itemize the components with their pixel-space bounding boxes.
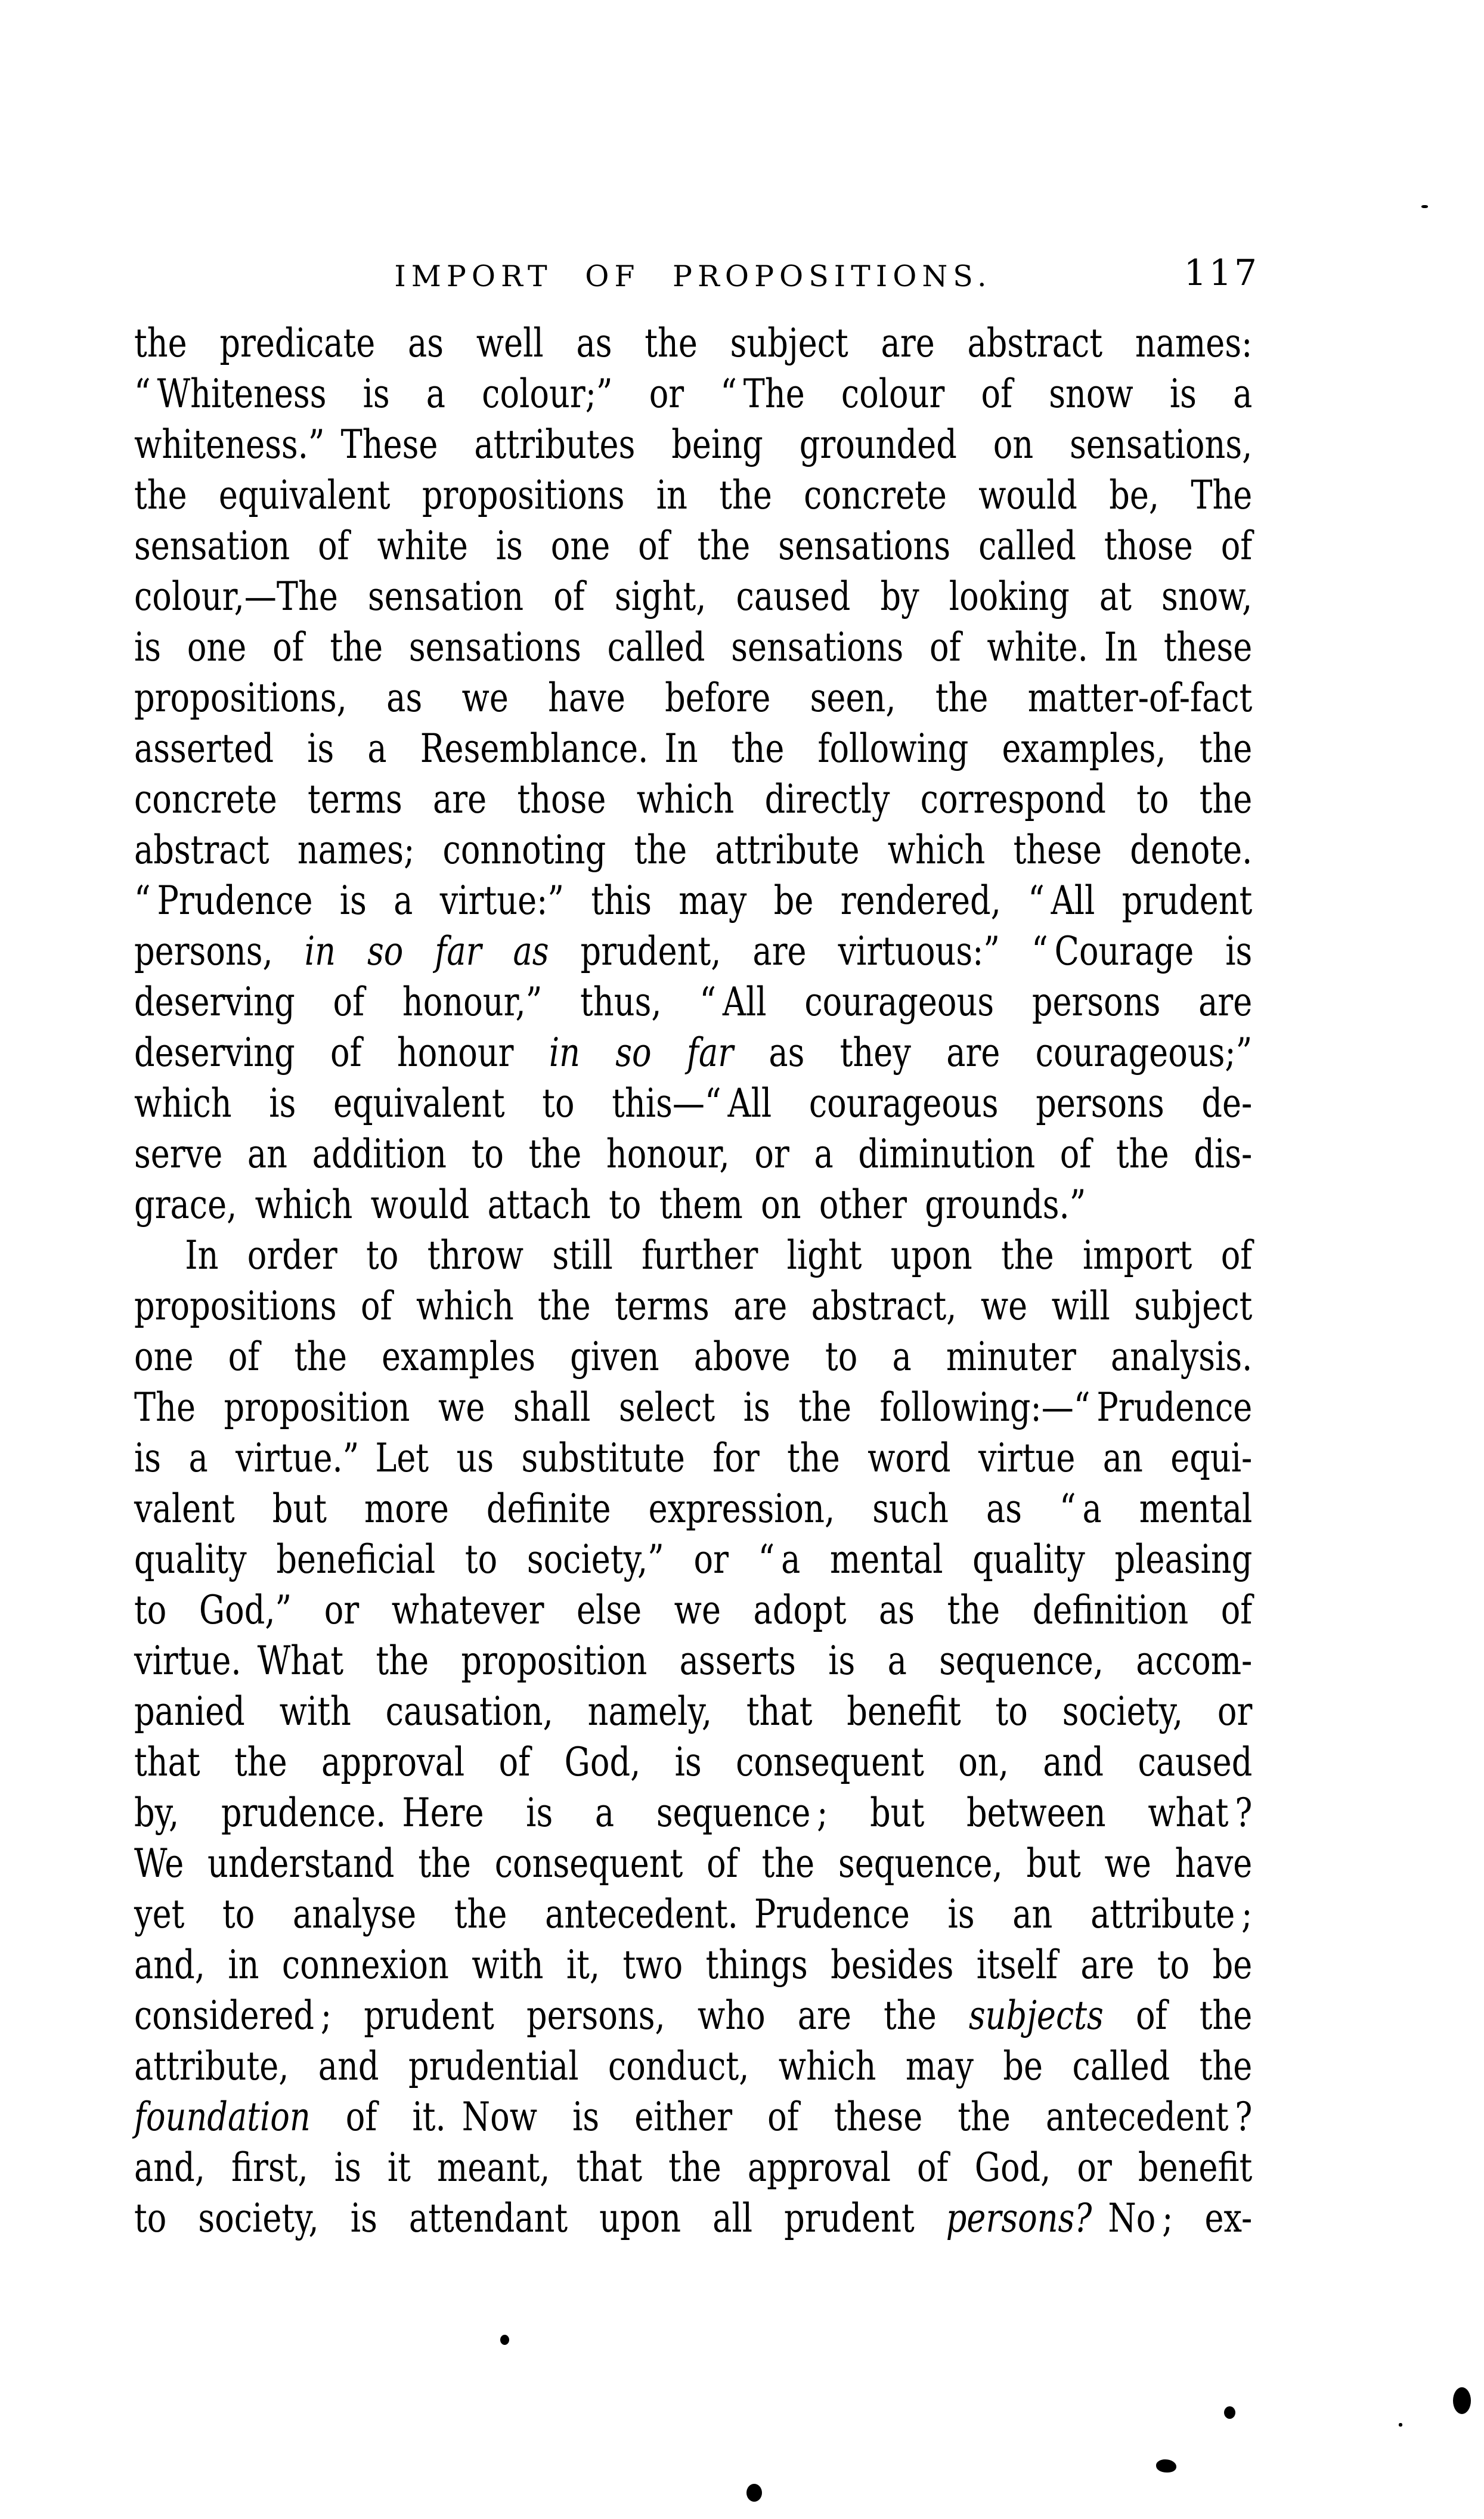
text-line <box>134 1787 1252 1838</box>
text-run: propositions, as we have before seen, the matter-of-fact <box>134 675 1253 721</box>
ink-blot <box>1453 2387 1471 2414</box>
text-line <box>134 2092 1252 2142</box>
page-number: 117 <box>1184 252 1259 294</box>
text-line <box>134 875 1252 926</box>
text-run: “ Prudence is a virtue:” this may be rendered, “ All prudent <box>134 878 1253 924</box>
text-line <box>134 723 1252 774</box>
italic-text-run: persons? <box>946 2195 1092 2241</box>
text-run: propositions of which the terms are abstract, we will subject <box>134 1283 1253 1329</box>
text-run: asserted is a Resemblance. In the following examples, the <box>134 726 1253 771</box>
text-line <box>134 1331 1252 1382</box>
text-run: whiteness.” These attributes being grounded on sensations, <box>134 422 1253 467</box>
text-line <box>134 926 1252 977</box>
text-run: No ; ex- <box>1092 2195 1253 2241</box>
italic-text-run: in so far <box>549 1030 734 1076</box>
text-run: “ Whiteness is a colour;” or “ The colour of snow is a <box>134 371 1253 417</box>
text-line <box>134 419 1252 470</box>
text-run: as they are courageous;” <box>733 1030 1253 1076</box>
running-head-title: IMPORT OF PROPOSITIONS. <box>394 259 992 293</box>
text-run: abstract names; connoting the attribute which these denote. <box>134 827 1253 873</box>
text-line <box>134 2142 1252 2193</box>
text-run: The proposition we shall select is the following:—“ Prudence <box>134 1384 1253 1430</box>
text-line <box>134 1078 1252 1129</box>
text-run: is one of the sensations called sensations of white. In these <box>134 624 1253 670</box>
italic-text-run: foundation <box>134 2094 311 2140</box>
text-run: one of the examples given above to a minuter analysis. <box>134 1334 1253 1380</box>
text-line <box>134 1230 1252 1281</box>
text-run: persons, <box>134 928 305 974</box>
text-run: to God,” or whatever else we adopt as the definition of <box>134 1587 1253 1633</box>
text-line <box>134 1483 1252 1534</box>
text-line <box>134 1990 1252 2041</box>
text-line <box>134 2193 1252 2244</box>
text-line <box>134 774 1252 825</box>
text-run: valent but more definite expression, such as “ a mental <box>134 1486 1253 1532</box>
italic-text-run: in so far as <box>304 928 549 974</box>
text-line <box>134 977 1252 1027</box>
ink-dot <box>1224 2406 1235 2419</box>
italic-text-run: subjects <box>968 1993 1104 2038</box>
text-line <box>134 571 1252 622</box>
ink-dot <box>746 2484 762 2502</box>
text-line <box>134 1433 1252 1483</box>
text-line <box>134 825 1252 875</box>
text-line <box>134 1889 1252 1939</box>
text-run: the predicate as well as the subject are abstract names: <box>134 320 1253 366</box>
text-line <box>134 622 1252 673</box>
text-run: sensation of white is one of the sensations called those of <box>134 523 1253 569</box>
text-line <box>134 520 1252 571</box>
text-run: by, prudence. Here is a sequence ; but between what ? <box>134 1790 1253 1836</box>
text-run: quality beneficial to society,” or “ a mental quality pleasing <box>134 1536 1253 1582</box>
text-run: grace, which would attach to them on other grounds.” <box>134 1182 1086 1228</box>
text-line <box>134 1179 1252 1230</box>
text-run: that the approval of God, is consequent on, and caused <box>134 1739 1253 1785</box>
text-line <box>134 1838 1252 1889</box>
text-line <box>134 1129 1252 1179</box>
ink-dot <box>500 2335 509 2345</box>
text-line <box>134 1382 1252 1433</box>
text-line <box>134 2041 1252 2092</box>
text-run: is a virtue.” Let us substitute for the word virtue an equi- <box>134 1435 1253 1481</box>
text-run: deserving of honour <box>134 1030 549 1076</box>
text-block <box>134 318 1252 2244</box>
text-run: and, first, is it meant, that the approval of God, or benefit <box>134 2145 1253 2190</box>
text-line <box>134 1635 1252 1686</box>
text-run: of it. Now is either of these the antecedent ? <box>310 2094 1253 2140</box>
text-run: deserving of honour,” thus, “ All courageous persons are <box>134 979 1253 1025</box>
text-line <box>134 1585 1252 1635</box>
text-run: to society, is attendant upon all prudent <box>134 2195 946 2241</box>
text-line <box>134 1737 1252 1787</box>
text-line <box>134 1686 1252 1737</box>
text-run: We understand the consequent of the sequence, but we have <box>134 1841 1253 1886</box>
text-run: In order to throw still further light upon the import of <box>185 1232 1253 1278</box>
text-line <box>134 1281 1252 1331</box>
text-line <box>134 470 1252 520</box>
text-run: yet to analyse the antecedent. Prudence is an attribute ; <box>134 1891 1253 1937</box>
text-line <box>134 318 1252 368</box>
text-run: colour,—The sensation of sight, caused by looking at snow, <box>134 574 1253 619</box>
text-run: of the <box>1103 1993 1253 2038</box>
text-line <box>134 673 1252 723</box>
text-run: attribute, and prudential conduct, which may be called the <box>134 2043 1253 2089</box>
text-line <box>134 1027 1252 1078</box>
text-run: panied with causation, namely, that benefit to society, or <box>134 1688 1253 1734</box>
text-line <box>134 1534 1252 1585</box>
text-run: concrete terms are those which directly correspond to the <box>134 776 1253 822</box>
text-run: and, in connexion with it, two things besides itself are to be <box>134 1942 1253 1988</box>
ink-speck <box>1399 2423 1402 2427</box>
text-line <box>134 1939 1252 1990</box>
text-run: the equivalent propositions in the concrete would be, The <box>134 472 1253 518</box>
text-run: prudent, are virtuous:” “ Courage is <box>549 928 1253 974</box>
text-run: virtue. What the proposition asserts is a sequence, accom- <box>134 1638 1253 1684</box>
text-run: serve an addition to the honour, or a diminution of the dis- <box>134 1131 1253 1177</box>
text-run: which is equivalent to this—“ All courageous persons de- <box>134 1080 1253 1126</box>
ink-blot <box>1156 2459 1176 2472</box>
text-run: considered ; prudent persons, who are the <box>134 1993 969 2038</box>
text-line <box>134 368 1252 419</box>
dash-mark <box>1421 205 1428 208</box>
